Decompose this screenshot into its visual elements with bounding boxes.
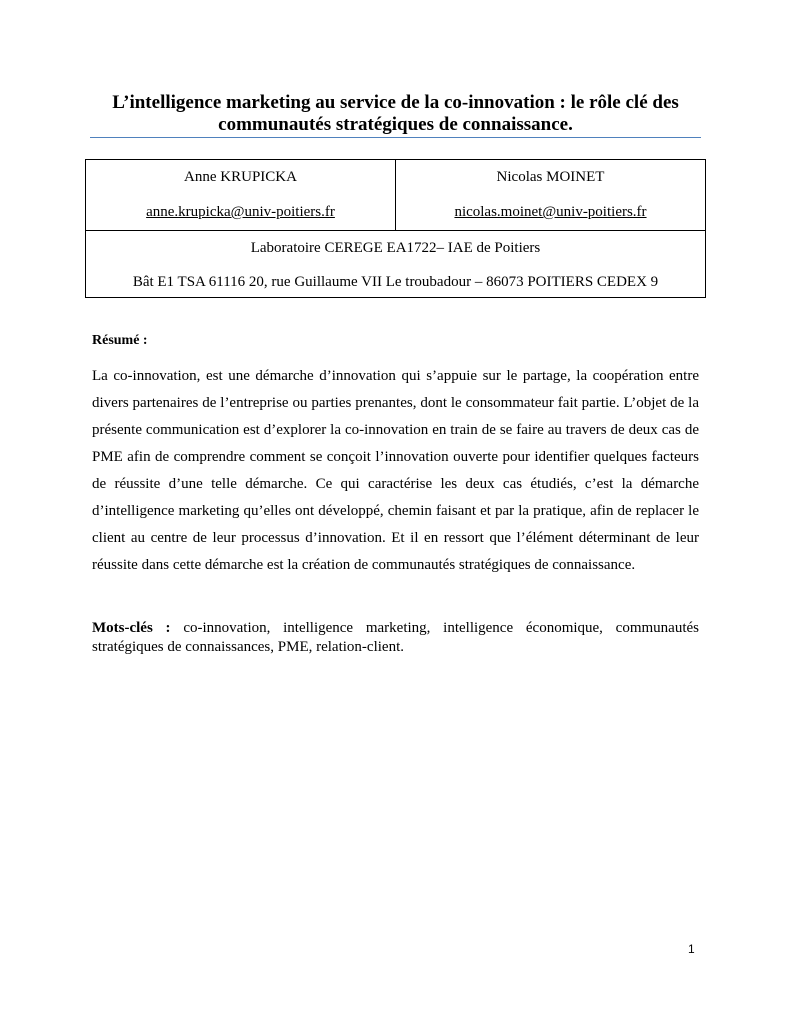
author-email-2[interactable]: nicolas.moinet@univ-poitiers.fr [454, 204, 647, 220]
title-underline-rule [90, 137, 701, 138]
affiliation-cell [86, 230, 705, 297]
author-name-1: Anne KRUPICKA [184, 169, 297, 185]
author-name-2: Nicolas MOINET [496, 169, 605, 185]
author-table [85, 159, 706, 298]
affiliation-address: Bât E1 TSA 61116 20, rue Guillaume VII Le troubadour – 86073 POITIERS CEDEX 9 [132, 274, 659, 290]
keywords-text: co-innovation, intelligence marketing, intelligence économique, communautés stratégiques de connaissances, PME, relation-client. [92, 620, 699, 655]
abstract-body: La co-innovation, est une démarche d’innovation qui s’appuie sur le partage, la coopération entre divers partenaires de l’entreprise ou parties prenantes, dont le consommateur fait partie. L’objet de la présente communication est d’explorer la co-innovation en train de se faire au travers de deux cas de PME afin de comprendre comment se conçoit l’innovation ouverte pour identifier quelques facteurs de réussite d’une telle démarche. Ce qui caractérise les deux cas étudiés, c’est la démarche d’intelligence marketing qu’elles ont développé, chemin faisant et par la pratique, afin de replacer le client au centre de leur processus d’innovation. Et il en ressort que l’élément déterminant de leur réussite dans cette démarche est la création de communautés stratégiques de connaissance. [92, 368, 699, 573]
abstract-heading: Résumé : [92, 333, 148, 348]
keywords-label: Mots-clés : [92, 620, 171, 636]
paper-title: L’intelligence marketing au service de la co-innovation : le rôle clé des communautés stratégiques de connaissance. [112, 92, 679, 135]
affiliation-lab: Laboratoire CEREGE EA1722– IAE de Poitiers [250, 240, 541, 256]
page-number: 1 [688, 942, 695, 956]
author-email-1[interactable]: anne.krupicka@univ-poitiers.fr [146, 204, 335, 220]
author-cell-1 [86, 160, 396, 230]
author-cell-2 [396, 160, 705, 230]
keywords-paragraph [92, 619, 699, 657]
